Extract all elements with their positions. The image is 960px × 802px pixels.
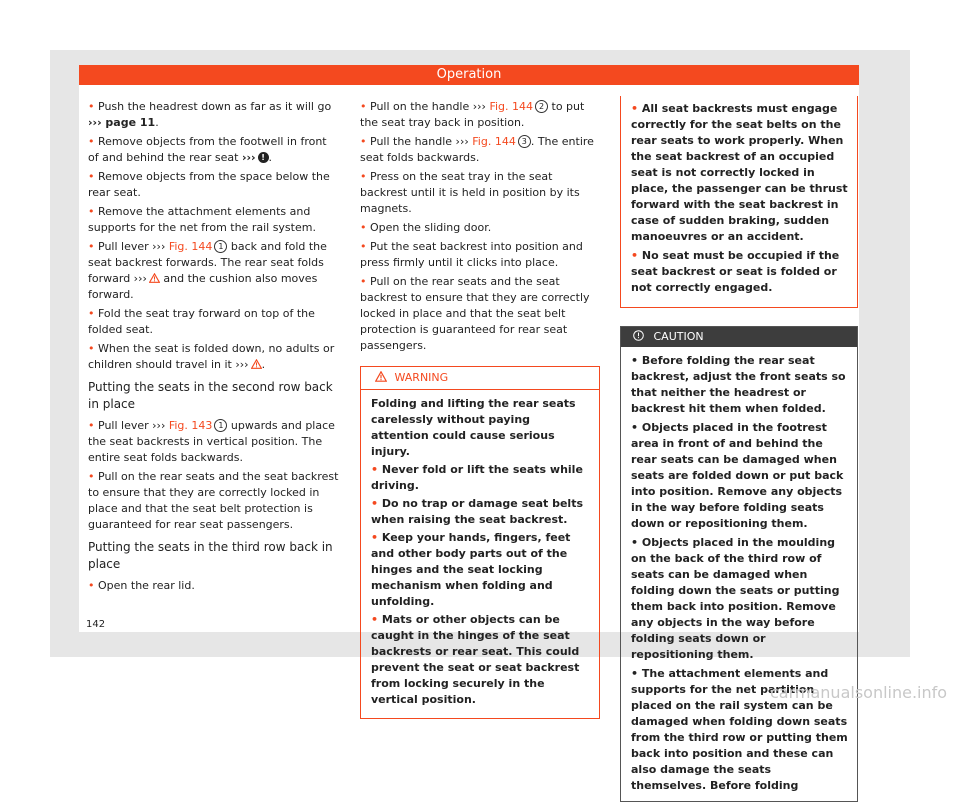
list-item: • Remove objects from the footwell in front of and behind the rear seat ››› ! . [88, 135, 327, 164]
caution-box [620, 326, 858, 802]
section-header: Operation [79, 65, 859, 85]
figure-link[interactable]: Fig. 144 [472, 135, 516, 148]
bullet-icon: • [360, 100, 367, 113]
list-item: • Do no trap or damage seat belts when raising the seat backrest. [371, 497, 584, 526]
list-item: • Keep your hands, fingers, feet and other body parts out of the hinges and the seat locking mechanism when folding and unfolding. [371, 531, 571, 608]
warning-triangle-icon [375, 371, 387, 382]
bullet-icon: • [88, 342, 95, 355]
bullet-icon: • [360, 240, 367, 253]
list-item: • Fold the seat tray forward on top of the folded seat. [88, 307, 315, 336]
bullet-icon: • [360, 275, 367, 288]
warning-intro: Folding and lifting the rear seats carelessly without paying attention could cause serious injury. [371, 397, 576, 458]
warning-continuation-box [620, 96, 858, 308]
bullet-icon: • [88, 579, 95, 592]
list-item: • Pull lever ››› Fig. 144 1 back and fold the seat backrest forwards. The rear seat folds forward ››› and the cushion also moves forward. [88, 240, 327, 301]
list-item: • Never fold or lift the seats while driving. [371, 463, 583, 492]
watermark-text: carmanualsonline.info [770, 683, 948, 702]
exclamation-circle-icon [633, 330, 644, 341]
page-reference-link[interactable]: ››› page 11 [88, 116, 156, 129]
subheading: Putting the seats in the third row back in place [88, 540, 333, 571]
info-circle-icon: ! [258, 152, 269, 163]
list-item: • Put the seat backrest into position and press firmly until it clicks into place. [360, 240, 583, 269]
callout-number: 1 [214, 240, 227, 253]
list-item: • Remove the attachment elements and supports for the net from the rail system. [88, 205, 316, 234]
caution-title: CAUTION [653, 330, 704, 343]
warning-box [360, 366, 600, 719]
list-item: • Press on the seat tray in the seat backrest until it is held in position by its magnets. [360, 170, 580, 215]
list-item: • The attachment elements and supports for the net partition placed on the rail system can be damaged when folding down seats from the third row or putting them back into position and these can also damage the seats themselves. Before folding [631, 667, 848, 792]
list-item: • Pull on the rear seats and the seat backrest to ensure that they are correctly locked in place and that the seat belt protection is guaranteed for rear seat passengers. [360, 275, 590, 352]
list-item: • Pull lever ››› Fig. 143 1 upwards and place the seat backrests in vertical position. The entire seat folds backwards. [88, 419, 335, 464]
bullet-icon: • [360, 170, 367, 183]
list-item: • No seat must be occupied if the seat backrest or seat is folded or not correctly engaged. [631, 249, 840, 294]
warning-header [361, 367, 599, 390]
bullet-icon: • [88, 307, 95, 320]
callout-number: 1 [214, 419, 227, 432]
caution-header [621, 327, 857, 347]
bullet-icon: • [371, 613, 379, 626]
list-item: • Open the rear lid. [88, 579, 195, 592]
list-item: • Pull the handle ››› Fig. 144 3 . The entire seat folds backwards. [360, 135, 594, 164]
list-item: • All seat backrests must engage correctly for the seat belts on the rear seats to work properly. When the seat backrest of an occupied seat is not correctly locked in place, the passenger can be thrust forward with the seat backrest in case of sudden braking, sudden manoeuvres or an accident. [631, 102, 848, 243]
bullet-icon: • [360, 135, 367, 148]
bullet-icon: • [88, 470, 95, 483]
bullet-icon: • [88, 100, 95, 113]
column-middle [360, 99, 600, 719]
bullet-icon: • [360, 221, 367, 234]
bullet-icon: • [88, 240, 95, 253]
bullet-icon: • [371, 531, 379, 544]
bullet-icon: • [88, 170, 95, 183]
bullet-icon: • [88, 419, 95, 432]
list-item: • Objects placed in the moulding on the back of the third row of seats can be damaged when folding down the seats or putting them back into position. Remove any objects in the way before folding seats down or repositioning them. [631, 536, 840, 661]
bullet-icon: • [88, 135, 95, 148]
bullet-icon: • [88, 205, 95, 218]
warning-triangle-icon [251, 359, 262, 369]
subheading: Putting the seats in the second row back in place [88, 380, 333, 411]
warning-triangle-icon [149, 273, 160, 283]
bullet-icon: • [631, 421, 639, 434]
caution-body [621, 347, 857, 801]
list-item: • Before folding the rear seat backrest, adjust the front seats so that neither the headrest or backrest hit them when folded. [631, 354, 846, 415]
figure-link[interactable]: Fig. 144 [168, 240, 213, 253]
figure-link[interactable]: Fig. 143 [168, 419, 213, 432]
list-item: • Pull on the rear seats and the seat backrest to ensure that they are correctly locked in place and that the seat belt protection is guaranteed for rear seat passengers. [88, 470, 339, 531]
page-number: 142 [86, 619, 106, 630]
callout-number: 3 [518, 135, 531, 148]
warning-body [361, 390, 599, 718]
list-item: • Remove objects from the space below the rear seat. [88, 170, 330, 199]
figure-link[interactable]: Fig. 144 [489, 100, 534, 113]
list-item: • Objects placed in the footrest area in front of and behind the rear seats can be damaged when seats are folded down or put back into position. Remove any objects in the way before folding seats down or repositioning them. [631, 421, 844, 530]
warning-title: WARNING [394, 371, 449, 384]
column-left [88, 99, 340, 597]
bullet-icon: • [631, 102, 639, 115]
bullet-icon: • [631, 249, 639, 262]
list-item: • Open the sliding door. [360, 221, 492, 234]
list-item: • When the seat is folded down, no adults or children should travel in it ››› . [88, 342, 335, 371]
bullet-icon: • [371, 497, 379, 510]
bullet-icon: • [631, 536, 639, 549]
list-item: • Mats or other objects can be caught in the hinges of the seat backrests or rear seat. This could prevent the seat or seat backrest from locking securely in the vertical position. [371, 613, 580, 706]
list-item: • Pull on the handle ››› Fig. 144 2 to put the seat tray back in position. [360, 100, 585, 129]
list-item: • Push the headrest down as far as it will go ››› page 11. [88, 100, 332, 129]
callout-number: 2 [535, 100, 548, 113]
bullet-icon: • [631, 354, 639, 367]
bullet-icon: • [631, 667, 639, 680]
bullet-icon: • [371, 463, 379, 476]
